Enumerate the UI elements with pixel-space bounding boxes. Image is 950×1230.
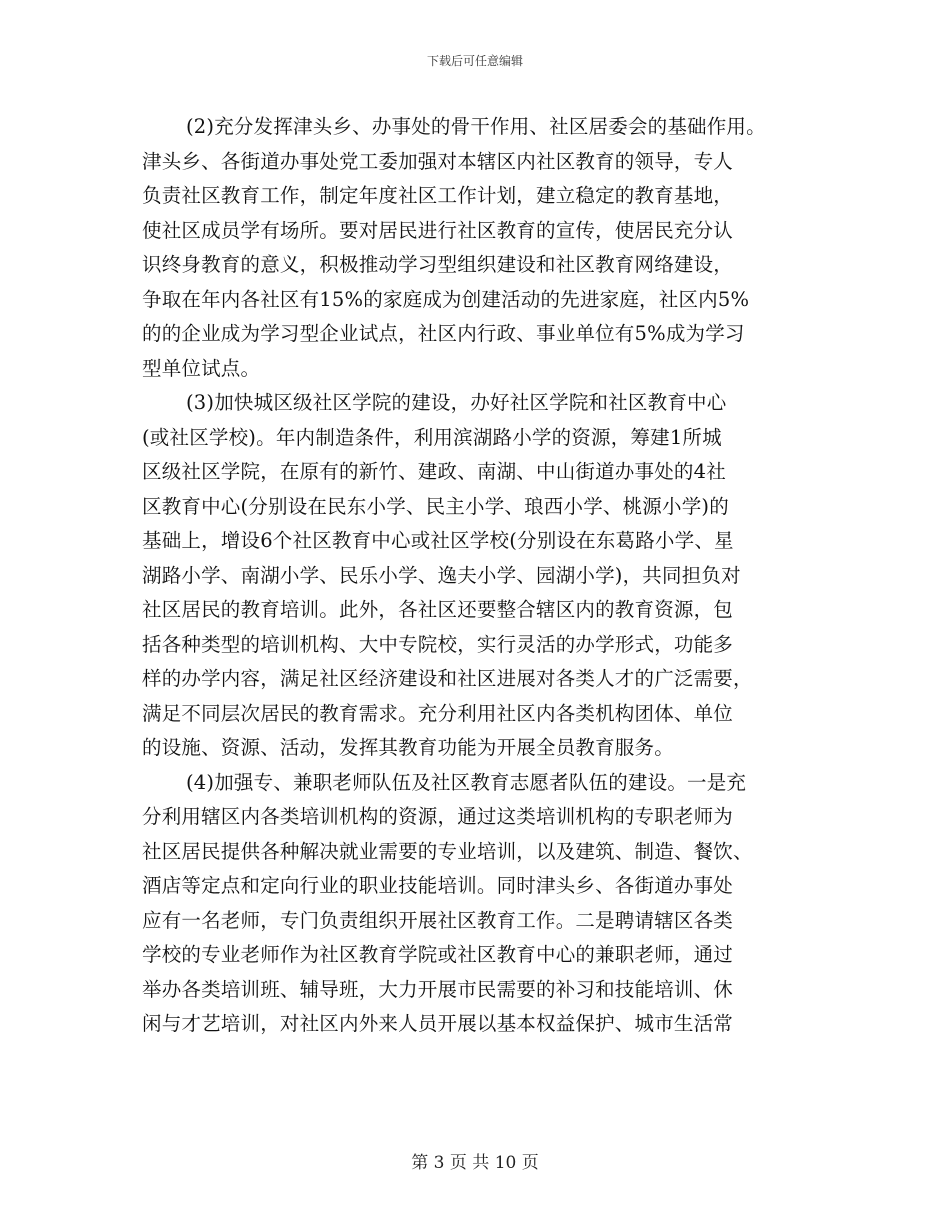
text-line: 括各种类型的培训机构、大中专院校，实行灵活的办学形式，功能多 <box>142 632 734 656</box>
text-line: 识终身教育的意义，积极推动学习型组织建设和社区教育网络建设， <box>142 253 734 276</box>
text-line: 使社区成员学有场所。要对居民进行社区教育的宣传，使居民充分认 <box>142 218 734 242</box>
text-line: (4)加强专、兼职老师队伍及社区教育志愿者队伍的建设。一是充 <box>186 770 747 794</box>
text-line: 酒店等定点和定向行业的职业技能培训。同时津头乡、各街道办事处 <box>142 874 734 897</box>
text-line: 闲与才艺培训，对社区内外来人员开展以基本权益保护、城市生活常 <box>142 1012 734 1035</box>
text-line: 满足不同层次居民的教育需求。充分利用社区内各类机构团体、单位 <box>142 701 734 725</box>
text-line: 的的企业成为学习型企业试点，社区内行政、事业单位有5%成为学习 <box>142 322 745 345</box>
text-line: 负责社区教育工作，制定年度社区工作计划，建立稳定的教育基地， <box>142 184 734 207</box>
text-line: 区教育中心(分别设在民东小学、民主小学、琅西小学、桃源小学)的 <box>142 494 729 518</box>
header-note: 下载后可任意编辑 <box>426 54 523 68</box>
text-line: (3)加快城区级社区学院的建设，办好社区学院和社区教育中心 <box>186 391 727 414</box>
text-line: 分利用辖区内各类培训机构的资源，通过这类培训机构的专职老师为 <box>142 805 734 828</box>
paragraph-3 <box>142 386 822 766</box>
text-line: (或社区学校)。年内制造条件，利用滨湖路小学的资源，筹建1所城 <box>142 425 722 449</box>
paragraph-2 <box>142 110 822 386</box>
text-line: 样的办学内容，满足社区经济建设和社区进展对各类人才的广泛需要， <box>142 667 753 690</box>
text-line: 学校的专业老师作为社区教育学院或社区教育中心的兼职老师，通过 <box>142 943 734 966</box>
document-body <box>142 110 822 1042</box>
text-line: 津头乡、各街道办事处党工委加强对本辖区内社区教育的领导，专人 <box>142 149 734 173</box>
text-line: 型单位试点。 <box>142 356 261 380</box>
text-line: 基础上，增设6个社区教育中心或社区学校(分别设在东葛路小学、星 <box>142 529 734 552</box>
text-line: 社区居民的教育培训。此外，各社区还要整合辖区内的教育资源，包 <box>142 598 734 621</box>
text-line: 社区居民提供各种解决就业需要的专业培训，以及建筑、制造、餐饮、 <box>142 839 753 863</box>
text-line: 湖路小学、南湖小学、民乐小学、逸夫小学、园湖小学)，共同担负对 <box>142 563 741 587</box>
text-line: 争取在年内各社区有15%的家庭成为创建活动的先进家庭，社区内5% <box>142 287 750 311</box>
text-line: 举办各类培训班、辅导班，大力开展市民需要的补习和技能培训、休 <box>142 977 734 1001</box>
text-line: 的设施、资源、活动，发挥其教育功能为开展全员教育服务。 <box>142 736 674 759</box>
page-number: 第 3 页 共 10 页 <box>411 1153 539 1173</box>
text-line: 区级社区学院，在原有的新竹、建政、南湖、中山街道办事处的4社 <box>142 460 726 483</box>
paragraph-4 <box>142 766 822 1042</box>
text-line: (2)充分发挥津头乡、办事处的骨干作用、社区居委会的基础作用。 <box>186 115 766 138</box>
text-line: 应有一名老师，专门负责组织开展社区教育工作。二是聘请辖区各类 <box>142 908 734 932</box>
